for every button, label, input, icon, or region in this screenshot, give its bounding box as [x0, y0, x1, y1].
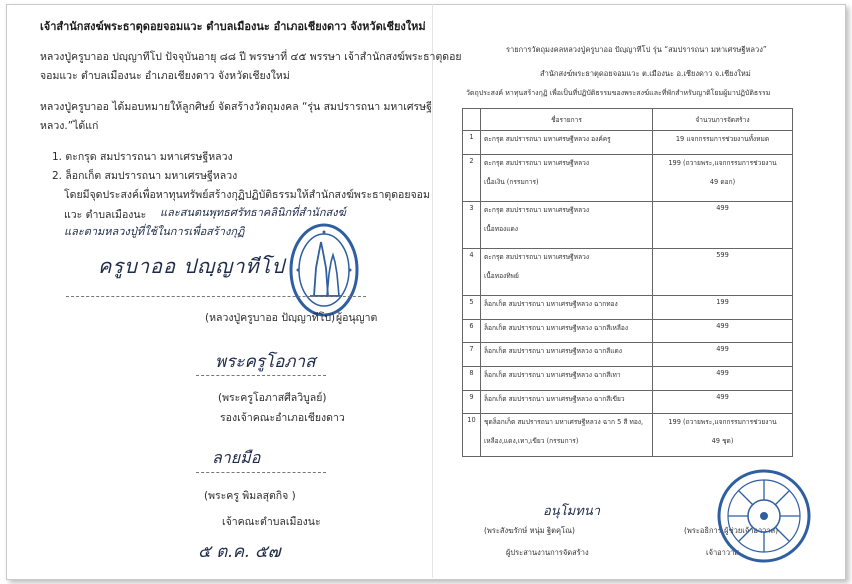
row-amount-cell [653, 131, 793, 155]
table-header-row [463, 109, 793, 131]
row-amount-cell [653, 249, 793, 296]
table-header-amount: จำนวนการจัดสร้าง [653, 109, 793, 131]
row-amount: 499 [716, 203, 729, 212]
table-row [463, 366, 793, 390]
table-row [463, 201, 793, 248]
handwritten-note-2: และตามหลวงปู่ที่ใช้ในการเพื่อสร้างกุฏิ [64, 225, 245, 238]
row-name: ตะกรุด สมปรารถนา มหาเศรษฐีหลวง [484, 158, 590, 167]
row-name: ตะกรุด สมปรารถนา มหาเศรษฐีหลวง องค์ครู [484, 135, 611, 143]
table-row [463, 131, 793, 155]
row-amount: 599 [716, 251, 729, 259]
row-name-cell [481, 296, 653, 320]
signature-5-role: เจ้าอาวาส [706, 548, 739, 557]
row-number: 2 [463, 154, 481, 201]
row-name: ตะกรุด สมปรารถนา มหาเศรษฐีหลวง [484, 205, 590, 214]
signature-5-name: (พระอธิการ ผู้ช่วยเจ้าอาวาส) [684, 526, 779, 535]
row-name-cell [481, 154, 653, 201]
left-purpose-line-2: แวะ ตำบลเมืองนะ [64, 209, 147, 221]
row-name-cell [481, 201, 653, 248]
left-header: เจ้าสำนักสงฆ์พระธาตุดอยจอมแวะ ตำบลเมืองนะ อำเภอเชียงดาว จังหวัดเชียงใหม่ [40, 20, 426, 33]
handwritten-date: ๕ ต.ค. ๕๗ [198, 542, 281, 562]
left-item-1: 1. ตะกรุด สมปรารถนา มหาเศรษฐีหลวง [52, 151, 233, 163]
row-name-cell [481, 319, 653, 343]
row-number: 1 [463, 131, 481, 155]
row-amount-cell [653, 201, 793, 248]
row-amount-cell [653, 366, 793, 390]
row-amount-cell [653, 154, 793, 201]
signature-3-role: เจ้าคณะตำบลเมืองนะ [222, 516, 321, 528]
row-number: 3 [463, 201, 481, 248]
table-row [463, 343, 793, 367]
table-header-name: ชื่อรายการ [481, 109, 653, 131]
row-amount-cell [653, 296, 793, 320]
row-name: ล็อกเก็ต สมปรารถนา มหาเศรษฐีหลวง ฉากสีแดง [484, 347, 622, 356]
handwritten-signature-2: พระครูโอภาส [215, 352, 316, 372]
right-title: รายการวัตถุมงคลหลวงปู่ครูบาออ ปัญฺญาทีโป รุ่น “สมปรารถนา มหาเศรษฐีหลวง” [506, 45, 767, 54]
left-paragraph-1-line-1: หลวงปู่ครูบาออ ปญฺญาทีโป ปัจจุบันอายุ ๘๘ ปี พรรษาที่ ๔๕ พรรษา เจ้าสำนักสงฆ์พระธาตุดอย [40, 51, 462, 63]
row-name-cell [481, 366, 653, 390]
row-amount-sub: 49 ดอก) [709, 177, 736, 186]
row-amount-cell [653, 414, 793, 457]
left-paragraph-2-line-2: หลวง.”ได้แก่ [40, 120, 99, 132]
signature-3-name: (พระครู พิมลสุตกิจ ) [204, 490, 296, 502]
row-name-sub: เนื้อทองแดง [484, 224, 518, 233]
row-amount: 19 แจกกรรมการช่วยงานทั้งหมด [675, 135, 770, 143]
row-name: ล็อกเก็ต สมปรารถนา มหาเศรษฐีหลวง ฉากสีเหลือง [484, 323, 629, 332]
row-amount: 499 [716, 368, 729, 377]
left-paragraph-1-line-2: จอมแวะ ตำบลเมืองนะ อำเภอเชียงดาว จังหวัดเชียงใหม่ [40, 70, 290, 82]
table-row [463, 390, 793, 414]
table-row [463, 414, 793, 457]
row-number: 10 [463, 414, 481, 457]
row-amount: 499 [716, 345, 729, 354]
table-row [463, 319, 793, 343]
row-name: ตะกรุด สมปรารถนา มหาเศรษฐีหลวง [484, 253, 590, 261]
items-table [462, 108, 793, 457]
row-number: 7 [463, 343, 481, 367]
page-divider [432, 4, 433, 578]
handwritten-signature-1: ครูบาออ ปญฺญาทีโป [98, 254, 286, 278]
table-header-no [463, 109, 481, 131]
right-subtitle: สำนักสงฆ์พระธาตุดอยจอมแวะ ต.เมืองนะ อ.เชียงดาว จ.เชียงใหม่ [540, 69, 751, 78]
signature-line-1 [66, 296, 366, 297]
right-purpose: วัตถุประสงค์ หาทุนสร้างกุฏิ เพื่อเป็นที่ปฏิบัติธรรมของพระสงฆ์และที่พักสำหรับญาติโยมผู้มาปฏิบัติธรรม [466, 89, 771, 97]
row-name-cell [481, 343, 653, 367]
signature-line-2 [196, 375, 326, 376]
row-number: 8 [463, 366, 481, 390]
row-amount-sub: 49 ชุด) [711, 437, 734, 446]
signature-2-name: (พระครูโอภาสศีลวิบูลย์) [218, 392, 327, 404]
row-amount-cell [653, 343, 793, 367]
handwritten-note-1: และสนตนพุทธศรัทธาคลินิกที่สำนักสงฆ์ [160, 206, 346, 219]
row-number: 5 [463, 296, 481, 320]
row-name-cell [481, 414, 653, 457]
row-amount-cell [653, 390, 793, 414]
row-amount: 499 [716, 392, 729, 401]
round-seal [706, 464, 822, 564]
row-name: ชุดล็อกเก็ต สมปรารถนา มหาเศรษฐีหลวง ฉาก 5 สี ทอง, [484, 418, 644, 427]
row-name-sub: เนื้อทองทิพย์ [484, 272, 519, 280]
table-row [463, 249, 793, 296]
signature-1-role: ผู้อนุญาต [336, 312, 378, 324]
temple-stamp [288, 222, 360, 318]
row-name-cell [481, 131, 653, 155]
row-number: 6 [463, 319, 481, 343]
signature-1-name: (หลวงปู่ครูบาออ ปัญฺญาทีโป) [205, 312, 336, 324]
row-name-cell [481, 390, 653, 414]
row-name: ล็อกเก็ต สมปรารถนา มหาเศรษฐีหลวง ฉากสีเขียว [484, 394, 625, 403]
row-amount: 499 [716, 321, 729, 330]
row-amount: 199 (ถวายพระ,แจกกรรมการช่วยงาน [668, 158, 777, 167]
left-item-2: 2. ล็อกเก็ต สมปรารถนา มหาเศรษฐีหลวง [52, 170, 238, 182]
row-number: 9 [463, 390, 481, 414]
handwritten-signature-3: ลายมือ [212, 448, 261, 467]
row-name: ล็อกเก็ต สมปรารถนา มหาเศรษฐีหลวง ฉากสีเทา [484, 370, 621, 379]
row-name-sub: เนื้อเงิน (กรรมการ) [484, 177, 539, 186]
signature-2-role: รองเจ้าคณะอำเภอเชียงดาว [220, 412, 345, 424]
row-amount: 199 [716, 298, 729, 307]
row-name: ล็อกเก็ต สมปรารถนา มหาเศรษฐีหลวง ฉากทอง [484, 300, 618, 309]
left-purpose-line-1: โดยมีจุดประสงค์เพื่อหาทุนทรัพย์สร้างกุฏิปฏิบัติธรรมให้สำนักสงฆ์พระธาตุดอยจอม [64, 189, 430, 201]
table-row [463, 154, 793, 201]
row-name-cell [481, 249, 653, 296]
row-amount-cell [653, 319, 793, 343]
handwritten-signature-4: อนุโมทนา [543, 504, 601, 519]
signature-4-name: (พระสังฆรักษ์ หนุ่ม ฐิตคุโณ) [484, 526, 575, 535]
table-body [463, 131, 793, 457]
signature-4-role: ผู้ประสานงานการจัดสร้าง [506, 548, 589, 557]
table-row [463, 296, 793, 320]
row-number: 4 [463, 249, 481, 296]
signature-line-3 [196, 472, 326, 473]
row-amount: 199 (ถวายพระ,แจกกรรมการช่วยงาน [668, 418, 777, 427]
left-paragraph-2-line-1: หลวงปู่ครูบาออ ได้มอบหมายให้ลูกศิษย์ จัดสร้างวัตถุมงคล “รุ่น สมปรารถนา มหาเศรษฐี [40, 101, 432, 113]
row-name-sub: เหลือง,แดง,เทา,เขียว (กรรมการ) [484, 437, 579, 446]
